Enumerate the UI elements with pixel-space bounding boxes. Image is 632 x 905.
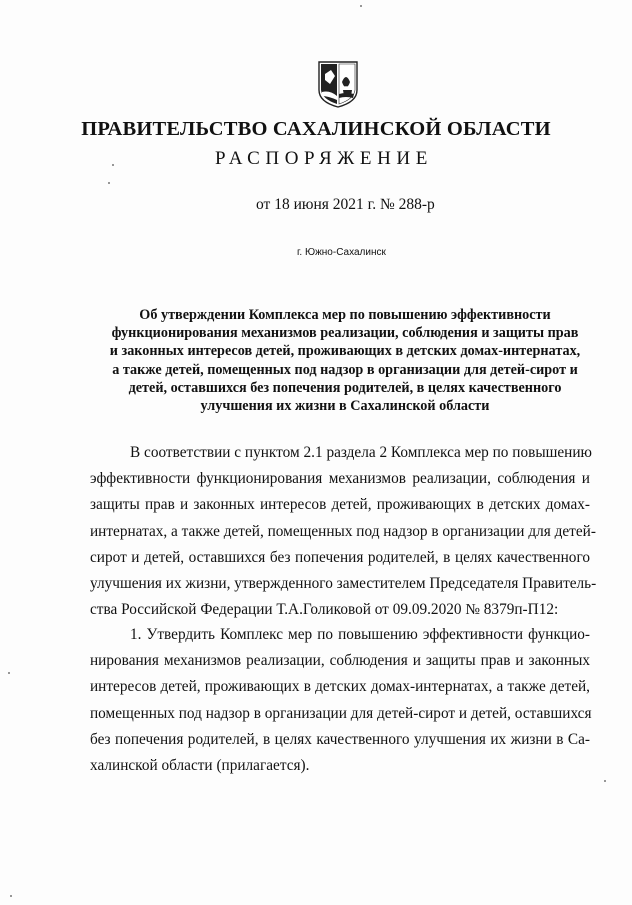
preamble-paragraph [90,440,597,623]
scan-speck [8,672,10,674]
paragraph-line: нирования механизмов реализации, соблюдения и защиты прав и законных [90,652,590,670]
paragraph-line: В соответствии с пунктом 2.1 раздела 2 Комплекса мер по повышению [130,444,592,461]
paragraph-line: интересов детей, проживающих в детских домах-интернатах, а также детей, [90,678,590,696]
scan-speck [108,182,110,184]
scan-speck [604,780,606,782]
paragraph-line: помещенных под надзор в организации для детей-сирот и детей, оставшихся [90,704,592,722]
organization-title: ПРАВИТЕЛЬСТВО САХАЛИНСКОЙ ОБЛАСТИ [81,118,551,140]
subject-line: функционирования механизмов реализации, соблюдения и защиты прав [111,325,579,342]
paragraph-line: халинской области (прилагается). [90,757,310,775]
subject-line: а также детей, помещенных под надзор в организации для детей-сирот и [112,361,578,378]
paragraph-line: защиты прав и законных интересов детей, проживающих в детских домах- [90,496,590,514]
subject-line: детей, оставшихся без попечения родителей, в целях качественного [128,379,562,396]
paragraph-line: улучшения их жизни, утвержденного заместителем Председателя Правитель- [90,575,597,593]
scan-speck [112,164,114,166]
document-city: г. Южно-Сахалинск [297,247,386,258]
document-date-number: от 18 июня 2021 г. № 288-р [256,196,435,213]
clause-1-paragraph [90,622,590,779]
sakhalin-coat-of-arms-icon [316,60,360,108]
document-subject [96,306,594,415]
scan-speck [10,895,12,897]
paragraph-line: интернатах, а также детей, помещенных под надзор в организации для детей- [90,522,596,540]
subject-line: и законных интересов детей, проживающих в детских домах-интернатах, [109,343,581,360]
paragraph-line: без попечения родителей, в целях качественного улучшения их жизни в Са- [90,730,590,748]
paragraph-line: сирот и детей, оставшихся без попечения родителей, в целях качественного [90,548,590,566]
document-type: РАСПОРЯЖЕНИЕ [215,148,433,169]
paragraph-line: эффективности функционирования механизмов реализации, соблюдения и [90,470,590,488]
paragraph-line: ства Российской Федерации Т.А.Голиковой от 09.09.2020 № 8379п-П12: [90,601,559,619]
scan-speck [360,5,362,7]
subject-line: Об утверждении Комплекса мер по повышению эффективности [139,307,551,323]
subject-line: улучшения их жизни в Сахалинской области [200,398,490,415]
paragraph-line: 1. Утвердить Комплекс мер по повышению эффективности функцио- [130,626,590,643]
